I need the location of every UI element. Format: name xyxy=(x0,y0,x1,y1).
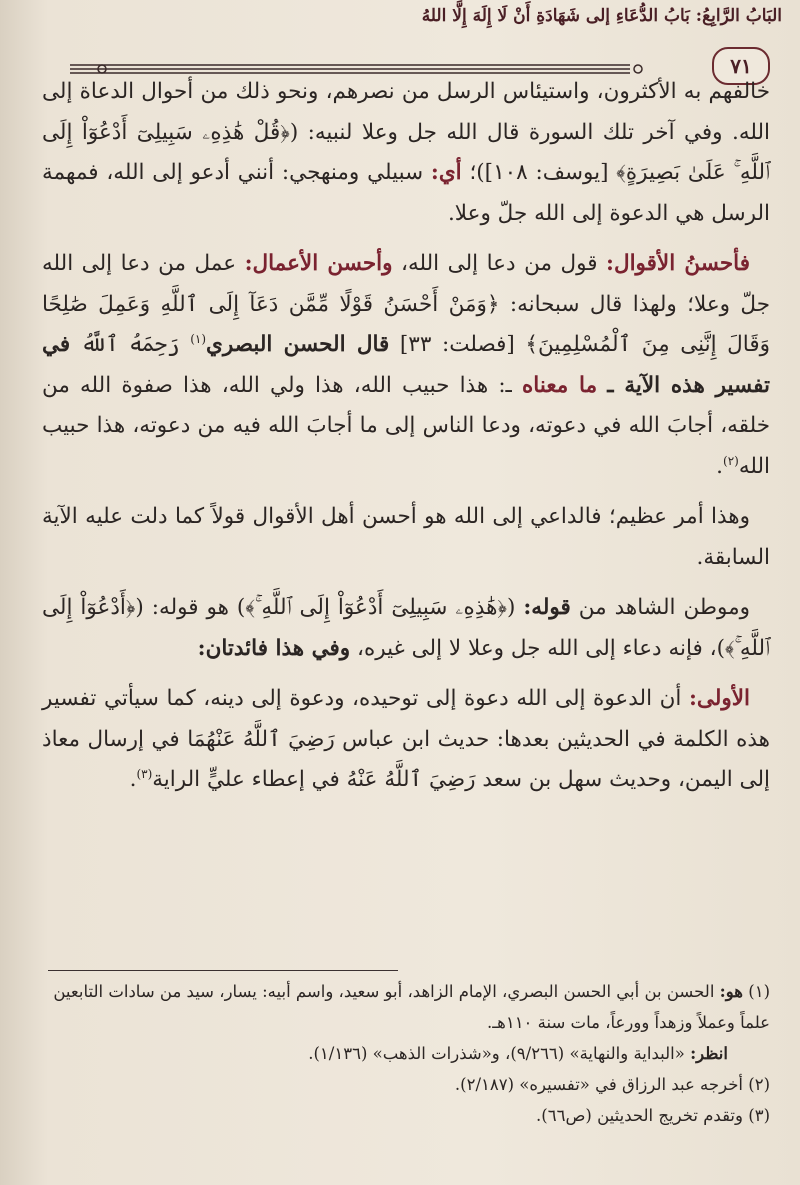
footnote-3 xyxy=(50,1100,770,1131)
honorific: رَحِمَهُ ٱللَّهُ xyxy=(80,332,180,357)
main-text xyxy=(42,72,770,801)
footnote-1-number: (١) xyxy=(748,982,770,1001)
meaning-phrase: ما معناه xyxy=(522,372,598,398)
hasan-basri-name: قال الحسن البصري xyxy=(206,332,390,357)
paragraph-4-part-a: وموطن الشاهد من xyxy=(578,595,750,620)
best-sayings-label: فأحسنُ الأقوال: xyxy=(606,251,750,276)
footnote-3-text: وتقدم تخريج الحديثين (ص٦٦). xyxy=(536,1106,743,1125)
footnote-divider xyxy=(48,970,398,971)
footnote-2-text: أخرجه عبد الرزاق في «تفسيره» (٢/١٨٧). xyxy=(454,1075,743,1094)
tafsir-phrase: في تفسير هذه الآية ـ xyxy=(42,332,770,398)
footnote-ref-2[interactable]: (٢) xyxy=(723,453,739,468)
paragraph-2: فأحسنُ الأقوال: قول من دعا إلى الله، وأحسن الأعمال: عمل من دعا إلى الله جلّ وعلا؛ ولهذا قال سبحانه: ﴿وَمَنْ أَحْسَنُ قَوْلًا مِّمَّن دَعَآ إِلَى ٱللَّهِ وَعَمِلَ صَٰلِحًا وَقَالَ إِنَّنِى مِنَ ٱلْمُسْلِمِينَ﴾ [فصلت: ٣٣] قال الحسن البصري$^{(١)}$ رَحِمَهُ ٱللَّهُ في تفسير هذه الآية ـ ما معناه ـ: هذا حبيب الله، هذا ولي الله، هذا صفوة الله من خلقه، أجابَ الله في دعوته، ودعا الناس إلى ما أجابَ الله فيه من دعوته، هذا حبيب الله$^{(٢)}$. xyxy=(42,251,770,479)
footnote-2 xyxy=(50,1069,770,1100)
two-benefits-label: وفي هذا فائدتان: xyxy=(197,635,351,661)
paragraph-5-text: أن الدعوة إلى الله دعوة إلى توحيده، ودعوة إلى دينه، كما سيأتي تفسير هذه الكلمة في الحديثين بعدها: حديث ابن عباس رَضِيَ ٱللَّهُ عَنْهُمَا في إرسال معاذ إلى اليمن، وحديث سهل بن سعد رَضِيَ ٱللَّهُ عَنْهُ في إعطاء عليٍّ الراية xyxy=(42,686,770,792)
footnote-1-text: الحسن بن أبي الحسن البصري، الإمام الزاهد، أبو سعيد، واسم أبيه: يسار، سيد من سادات التابعين علماً وعملاً وزهداً وورعاً، مات سنة ١١٠هـ. xyxy=(53,982,770,1032)
footnote-3-number: (٣) xyxy=(748,1106,770,1125)
first-benefit-label: الأولى: xyxy=(688,686,750,711)
paragraph-1-tail: سبيلي ومنهجي: أنني أدعو إلى الله، فمهمة الرسل هي الدعوة إلى الله جلّ وعلا. xyxy=(42,160,770,226)
footnote-ref-3[interactable]: (٣) xyxy=(136,766,153,781)
paragraph-1-text: خالفهم به الأكثرون، واستيئاس الرسل من نصرهم، ونحو ذلك من أحوال الدعاة إلى الله. وفي آخر تلك السورة قال الله جل وعلا لنبيه: (﴿قُلْ هَٰذِهِۦ سَبِيلِىٓ أَدْعُوٓاْ إِلَى ٱللَّهِ ۚ عَلَىٰ بَصِيرَةٍ﴾ [يوسف: ١٠٨])؛ xyxy=(42,79,770,185)
paragraph-3: وهذا أمر عظيم؛ فالداعي إلى الله هو أحسن أهل الأقوال قولاً كما دلت عليه الآية السابقة. xyxy=(42,504,770,570)
paragraph-2-part-b: عمل من دعا إلى الله جلّ وعلا؛ ولهذا قال سبحانه: ﴿وَمَنْ أَحْسَنُ قَوْلًا مِّمَّن دَعَآ إِلَى ٱللَّهِ وَعَمِلَ صَٰلِحًا وَقَالَ إِنَّنِى مِنَ ٱلْمُسْلِمِينَ﴾ [فصلت: ٣٣] xyxy=(42,251,770,357)
footnote-1-sources: «البداية والنهاية» (٩/٢٦٦)، و«شذرات الذهب» (١/١٣٦). xyxy=(308,1044,685,1063)
footnotes xyxy=(50,976,770,1131)
best-deeds-label: وأحسن الأعمال: xyxy=(244,251,393,276)
his-saying-label: قوله: xyxy=(523,595,571,620)
paragraph-4-part-b: (﴿هَٰذِهِۦ سَبِيلِىٓ أَدْعُوٓاْ إِلَى ٱللَّهِ ۚ﴾) هو قوله: (﴿أَدْعُوٓاْ إِلَى ٱللَّهِ ۚ﴾)، فإنه دعاء إلى الله جل وعلا لا إلى غيره، xyxy=(42,595,770,661)
paragraph-1 xyxy=(42,72,770,234)
running-header: البَابُ الرَّابِعُ: بَابُ الدُّعَاءِ إلى شَهَادَةِ أَنْ لَا إِلَهَ إِلَّا اللهُ xyxy=(421,6,782,26)
paragraph-2-part-a: قول من دعا إلى الله، xyxy=(401,251,598,276)
footnote-1-see xyxy=(50,1038,770,1069)
page-number: ٧١ xyxy=(712,47,770,85)
paragraph-4 xyxy=(42,588,770,669)
footnote-2-number: (٢) xyxy=(748,1075,770,1094)
paragraph-5: الأولى: أن الدعوة إلى الله دعوة إلى توحيده، ودعوة إلى دينه، كما سيأتي تفسير هذه الكلمة في الحديثين بعدها: حديث ابن عباس رَضِيَ ٱللَّهُ عَنْهُمَا في إرسال معاذ إلى اليمن، وحديث سهل بن سعد رَضِيَ ٱللَّهُ عَنْهُ في إعطاء عليٍّ الراية$^{(٣)}$. xyxy=(42,686,770,792)
see-label: انظر: xyxy=(690,1044,728,1063)
footnote-ref-1[interactable]: (١) xyxy=(190,331,207,346)
paragraph-2-part-c: ـ: هذا حبيب الله، هذا ولي الله، هذا صفوة الله من خلقه، أجابَ الله في دعوته، ودعا الناس إلى ما أجابَ الله فيه من دعوته، هذا حبيب الله xyxy=(42,372,770,479)
footnote-1-label: هو: xyxy=(719,982,743,1001)
ay-label: أي: xyxy=(430,160,462,185)
footnote-1 xyxy=(50,976,770,1038)
